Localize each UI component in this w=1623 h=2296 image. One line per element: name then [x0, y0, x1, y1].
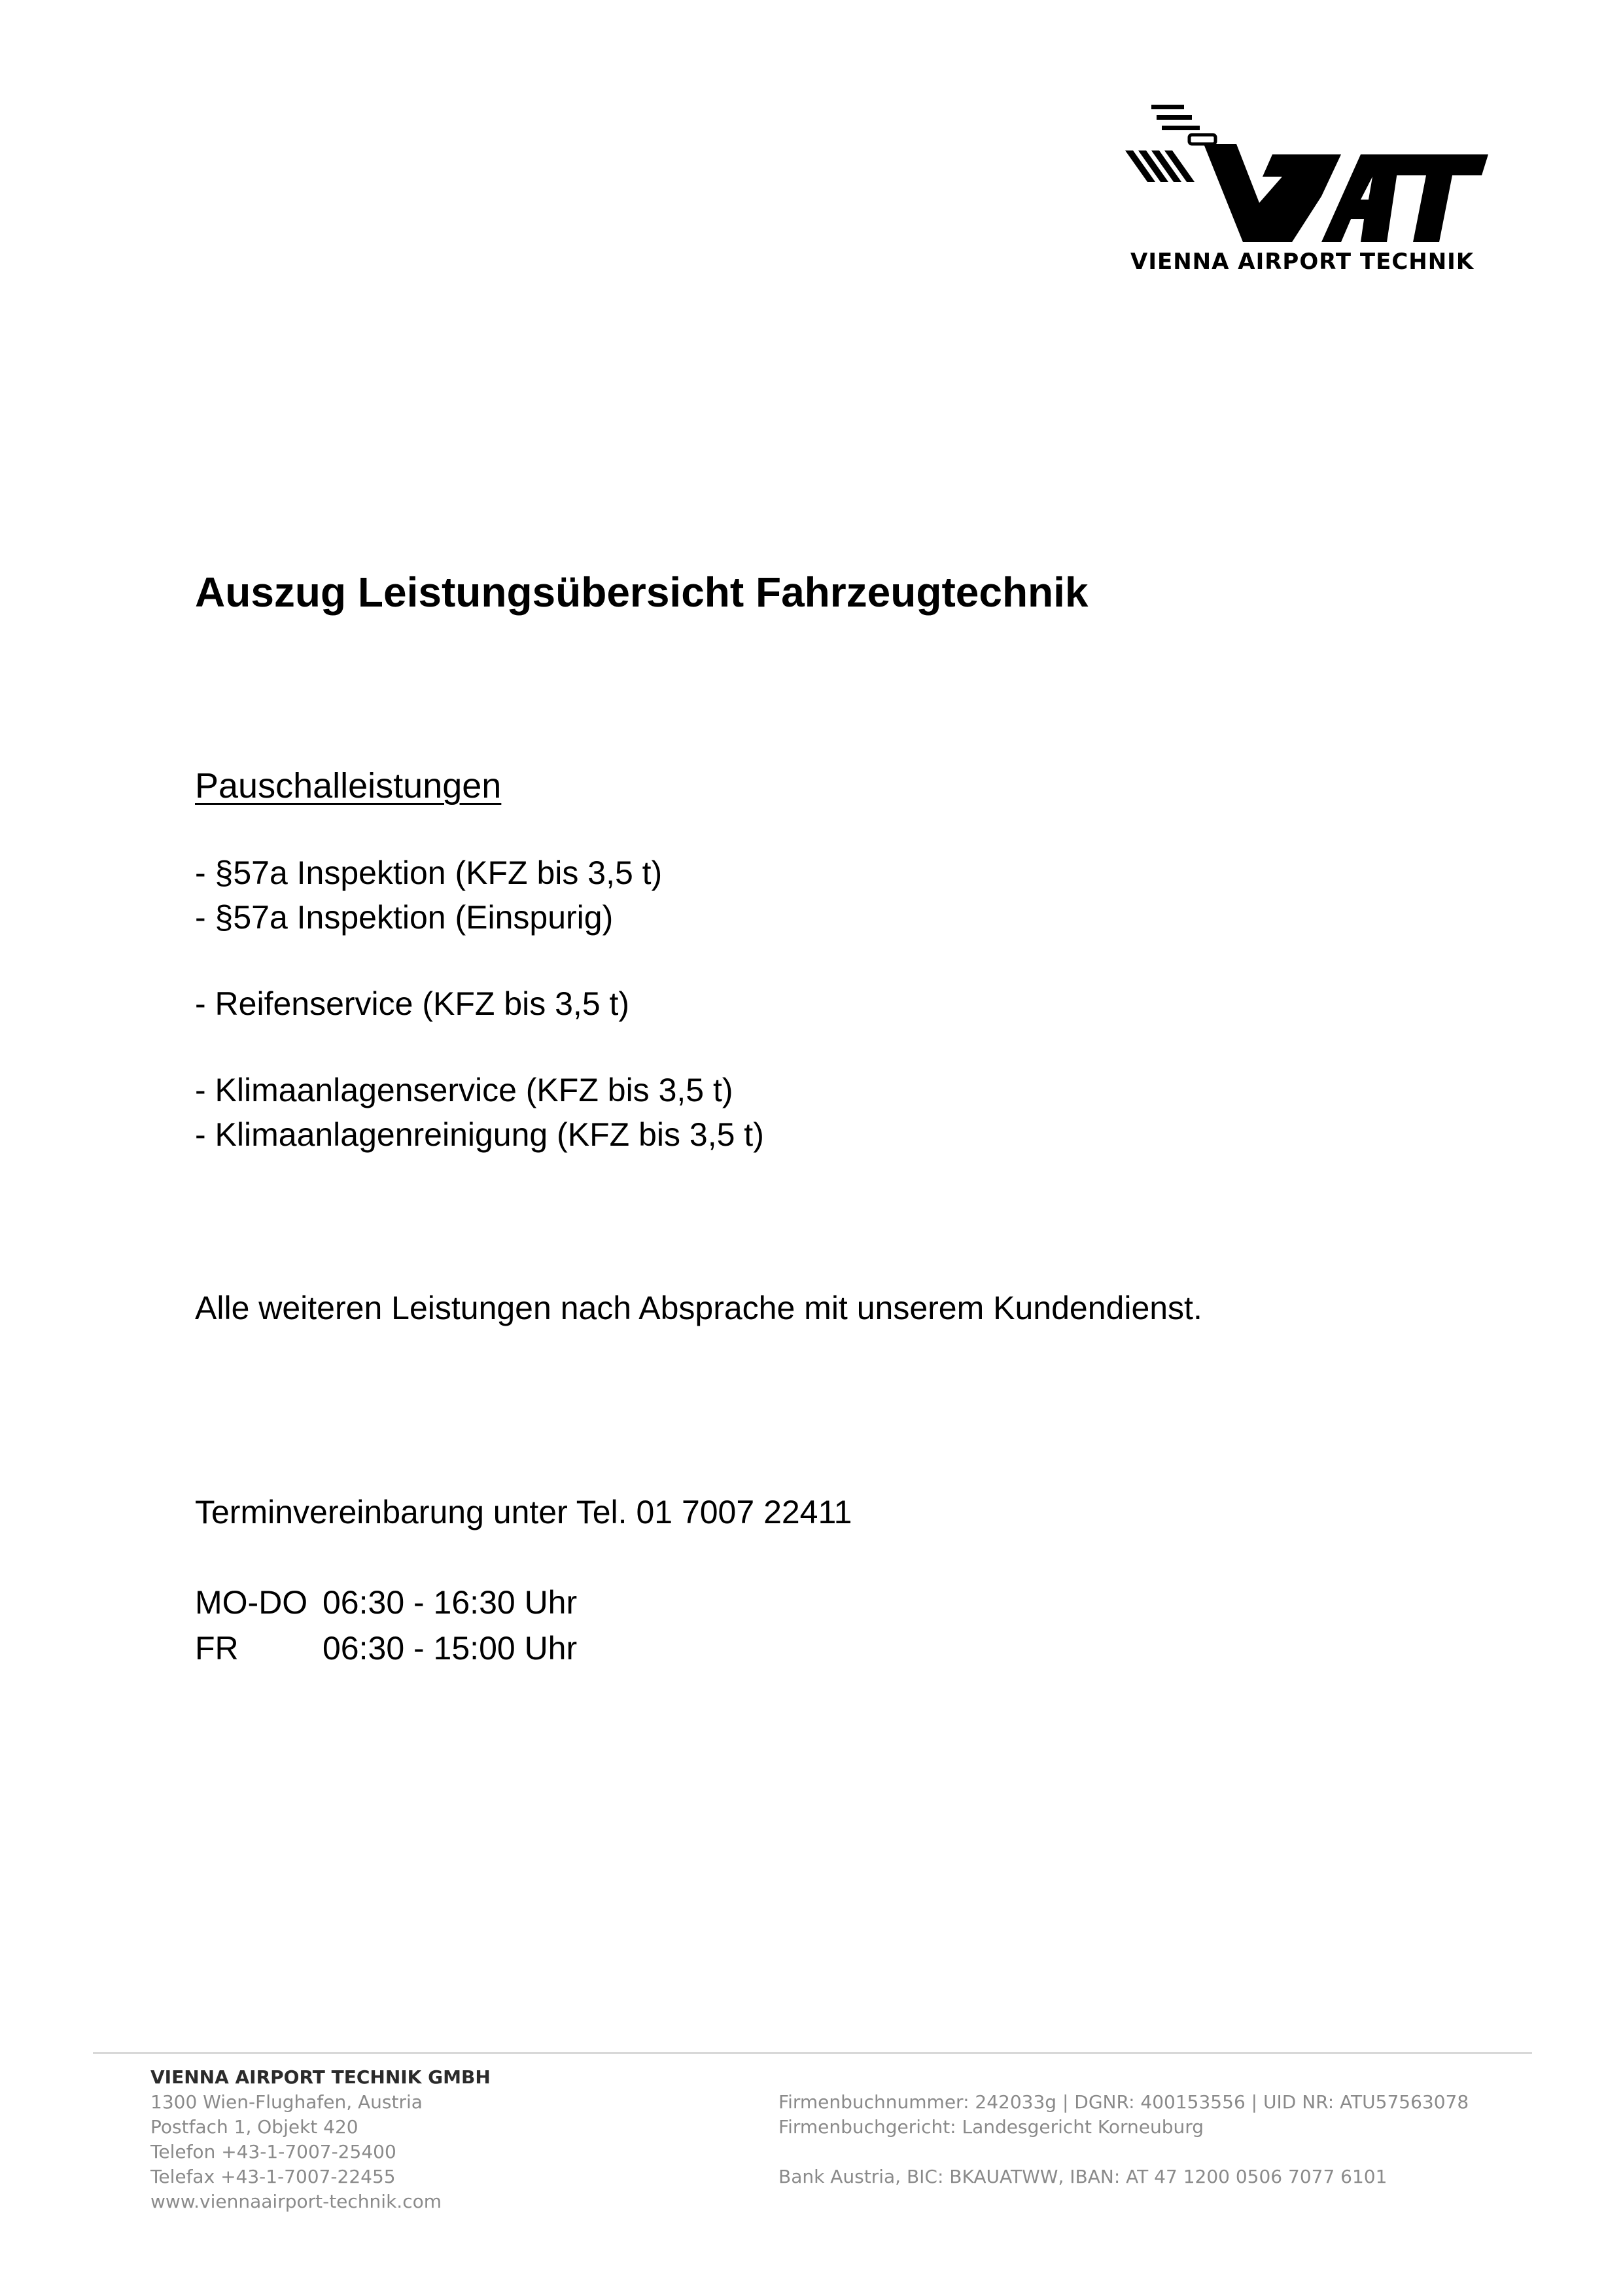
hours-days: MO-DO [195, 1584, 308, 1621]
footer-fax: Telefax +43-1-7007-22455 [150, 2166, 396, 2187]
list-item: - §57a Inspektion (Einspurig) [195, 899, 614, 936]
hours-time: 06:30 - 16:30 Uhr [323, 1584, 578, 1621]
company-logo [1125, 98, 1492, 281]
hours-row-fri [195, 1629, 577, 1667]
hours-days: FR [195, 1630, 239, 1667]
list-item: - Klimaanlagenreinigung (KFZ bis 3,5 t) [195, 1116, 764, 1153]
footer-phone: Telefon +43-1-7007-25400 [150, 2141, 396, 2163]
further-services-note: Alle weiteren Leistungen nach Absprache mit unserem Kundendienst. [195, 1290, 1202, 1326]
logo-tagline: VIENNA AIRPORT TECHNIK [1130, 249, 1475, 275]
hours-row-mon-thu [195, 1583, 577, 1621]
hours-time: 06:30 - 15:00 Uhr [323, 1630, 578, 1667]
footer-court: Firmenbuchgericht: Landesgericht Korneuburg [778, 2116, 1204, 2138]
appointment-phone: Terminvereinbarung unter Tel. 01 7007 22411 [195, 1494, 852, 1530]
section-heading: Pauschalleistungen [195, 766, 502, 805]
list-item: - Reifenservice (KFZ bis 3,5 t) [195, 985, 630, 1022]
footer-divider [93, 2052, 1532, 2054]
list-item: - Klimaanlagenservice (KFZ bis 3,5 t) [195, 1072, 733, 1108]
page-title: Auszug Leistungsübersicht Fahrzeugtechnik [195, 569, 1089, 616]
footer-address-line: 1300 Wien-Flughafen, Austria [150, 2091, 423, 2113]
footer-website[interactable]: www.viennaairport-technik.com [150, 2191, 442, 2212]
list-item: - §57a Inspektion (KFZ bis 3,5 t) [195, 855, 663, 891]
footer-bank: Bank Austria, BIC: BKAUATWW, IBAN: AT 47 1200 0506 7077 6101 [778, 2166, 1387, 2187]
footer-company-name: VIENNA AIRPORT TECHNIK GMBH [150, 2066, 491, 2088]
footer-address-line: Postfach 1, Objekt 420 [150, 2116, 358, 2138]
vat-logo-icon [1125, 98, 1492, 249]
footer-registry: Firmenbuchnummer: 242033g | DGNR: 400153556 | UID NR: ATU57563078 [778, 2091, 1469, 2113]
